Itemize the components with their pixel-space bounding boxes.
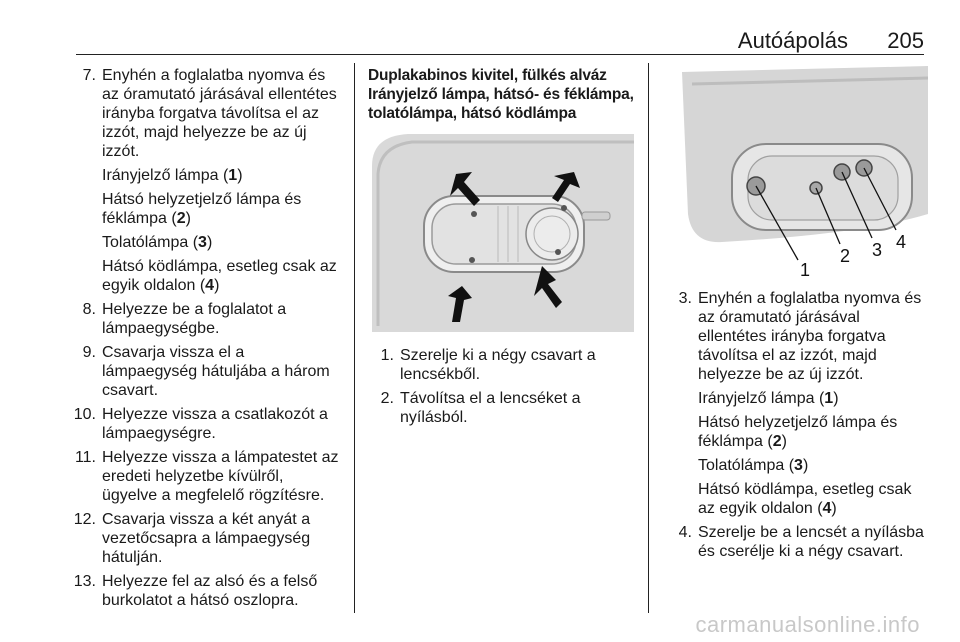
section-heading: Duplakabinos kivitel, fülkés alváz: [368, 67, 607, 84]
step-number: 3.: [678, 290, 692, 307]
column-2-steps: [368, 346, 636, 432]
bulb-item: Tolatólámpa (3): [102, 234, 213, 251]
column-divider: [648, 63, 649, 613]
column-3: [666, 289, 928, 566]
list-item: [666, 523, 928, 561]
step-text: Helyezze vissza a csatlakozót a lámpaegységre.: [102, 406, 328, 442]
figure-label: 4: [896, 232, 907, 252]
list-item: [70, 448, 342, 505]
step-number: 7.: [82, 67, 96, 84]
bulb-item: Hátsó helyzetjelző lámpa és féklámpa (2): [698, 414, 898, 450]
step-list: [70, 66, 342, 610]
bulb-item: Hátsó ködlámpa, esetleg csak az egyik oldalon (4): [698, 481, 912, 517]
step-number: 11.: [74, 449, 96, 466]
step-number: 9.: [82, 344, 96, 361]
list-item: [70, 405, 342, 443]
step-number: 2.: [380, 390, 394, 407]
list-item: [368, 346, 636, 384]
step-number: 1.: [380, 347, 394, 364]
header-divider: [76, 54, 924, 55]
step-text: Szerelje ki a négy csavart a lencsékből.: [400, 347, 596, 383]
list-item: [70, 343, 342, 400]
list-item: [70, 300, 342, 338]
watermark: carmanualsonline.info: [695, 612, 920, 637]
step-text: Helyezze be a foglalatot a lámpaegységbe.: [102, 301, 287, 337]
step-number: 4.: [678, 524, 692, 541]
bulb-item: Hátsó ködlámpa, esetleg csak az egyik oldalon (4): [102, 258, 337, 294]
subsection-heading: Irányjelző lámpa, hátsó- és féklámpa, tolatólámpa, hátsó ködlámpa: [368, 86, 634, 122]
column-divider: [354, 63, 355, 613]
step-text: Távolítsa el a lencséket a nyílásból.: [400, 390, 581, 426]
lamp-lens-illustration: [368, 126, 634, 332]
page-number: 205: [887, 28, 924, 53]
column-2: [368, 66, 636, 123]
list-item: [70, 510, 342, 567]
list-item: [70, 66, 342, 295]
figure-label: 1: [800, 260, 811, 278]
step-text: Csavarja vissza el a lámpaegység hátuljába a három csavart.: [102, 344, 330, 399]
bulb-item: Irányjelző lámpa (1): [102, 167, 243, 184]
section-title: Autóápolás: [737, 28, 848, 53]
bulb-socket-illustration: [662, 64, 928, 278]
bulb-item: Hátsó helyzetjelző lámpa és féklámpa (2): [102, 191, 302, 227]
figure-label: 2: [840, 246, 851, 266]
list-item: [368, 389, 636, 427]
step-list: [368, 346, 636, 427]
step-number: 12.: [73, 511, 96, 528]
bulb-list: [698, 389, 928, 518]
bulb-list: [102, 166, 342, 295]
page-header: [76, 26, 924, 52]
step-text: Szerelje be a lencsét a nyílásba és cserélje ki a négy csavart.: [698, 524, 924, 560]
step-number: 8.: [82, 301, 96, 318]
step-text: Helyezze vissza a lámpatestet az eredeti helyzetbe kívülről, ügyelve a megfelelő rögzítésre.: [102, 449, 339, 504]
step-text: Enyhén a foglalatba nyomva és az óramutató járásával ellentétes irányba forgatva távolítsa el az izzót, majd helyezze be az új izzót.: [698, 290, 922, 383]
step-list: [666, 289, 928, 561]
step-number: 10.: [73, 406, 96, 423]
bulb-item: Irányjelző lámpa (1): [698, 390, 839, 407]
column-1: [70, 66, 342, 615]
step-number: 13.: [73, 573, 96, 590]
list-item: [666, 289, 928, 518]
list-item: [70, 572, 342, 610]
step-text: Helyezze fel az alsó és a felső burkolatot a hátsó oszlopra.: [102, 573, 318, 609]
step-text: Enyhén a foglalatba nyomva és az óramutató járásával ellentétes irányba forgatva távolítsa el az izzót, majd helyezze be az új izzót.: [102, 67, 337, 160]
step-text: Csavarja vissza a két anyát a vezetőcsapra a lámpaegység hátulján.: [102, 511, 311, 566]
figure-label: 3: [872, 240, 883, 260]
bulb-item: Tolatólámpa (3): [698, 457, 809, 474]
